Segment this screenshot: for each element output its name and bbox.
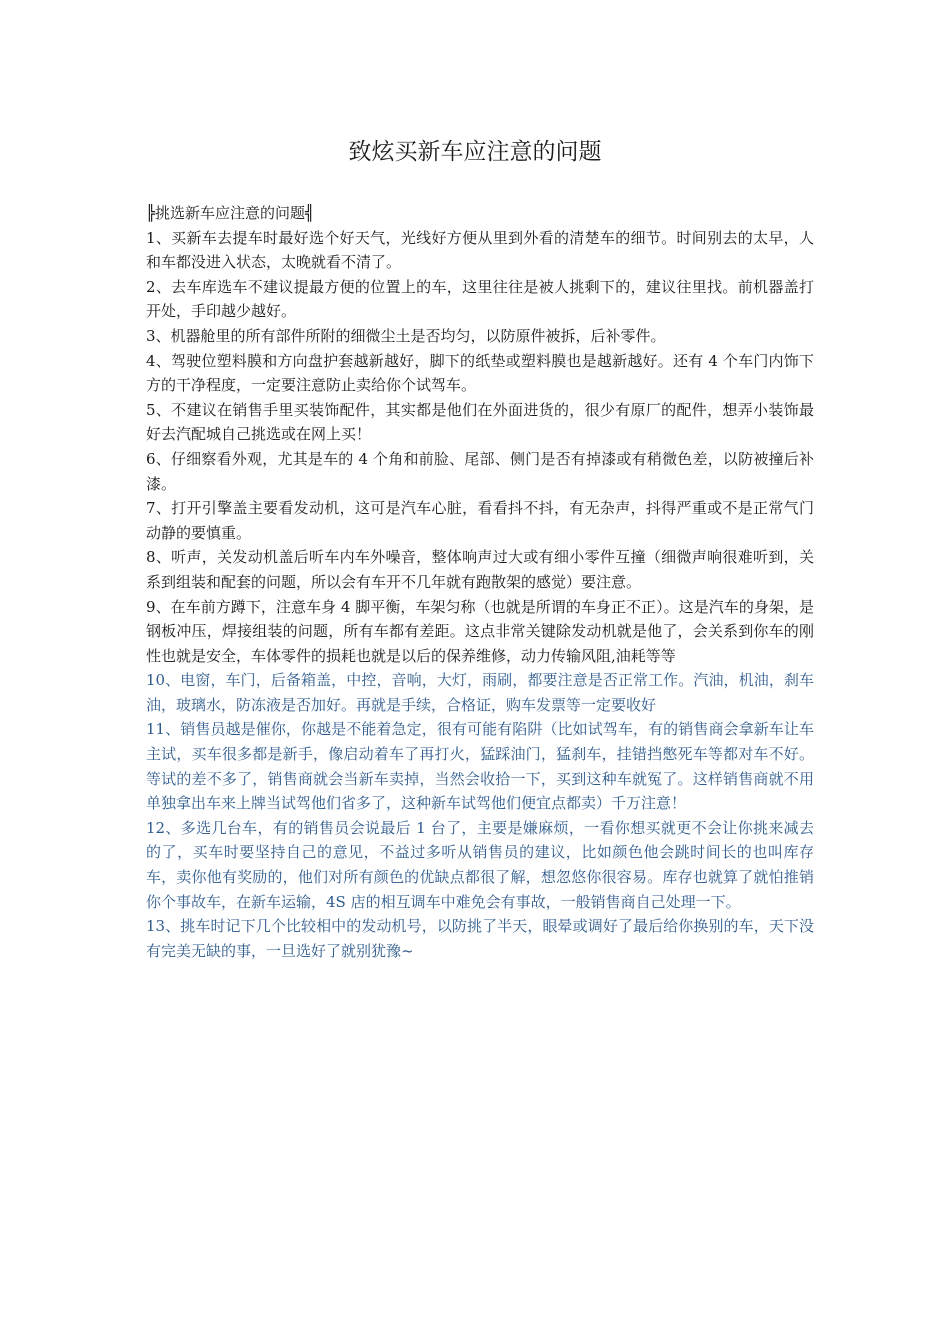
paragraph-12: 12、多选几台车，有的销售员会说最后 1 台了，主要是嫌麻烦，一看你想买就更不会让你挑来减去的了，买车时要坚持自己的意见，不益过多听从销售员的建议，比如颜色他会跳时间长的也叫库存车，卖你他有奖励的，他们对所有颜色的优缺点都很了解，想忽悠你很容易。库存也就算了就怕推销你个事故车，在新车运输，4S 店的相互调车中难免会有事故，一般销售商自己处理一下。 bbox=[146, 818, 814, 911]
paragraph-2: 2、去车库选车不建议提最方便的位置上的车，这里往往是被人挑剩下的，建议往里找。前机器盖打开处，手印越少越好。 bbox=[146, 277, 814, 321]
paragraph-1: 1、买新车去提车时最好选个好天气，光线好方便从里到外看的清楚车的细节。时间别去的太早，人和车都没进入状态，太晚就看不清了。 bbox=[146, 228, 814, 272]
page-title: 致炫买新车应注意的问题 bbox=[348, 139, 602, 165]
document-body bbox=[146, 201, 814, 963]
paragraph-11: 11、销售员越是催你，你越是不能着急定，很有可能有陷阱（比如试驾车，有的销售商会拿新车让车主试，买车很多都是新手，像启动着车了再打火，猛踩油门，猛刹车，挂错挡憋死车等都对车不好。等试的差不多了，销售商就会当新车卖掉，当然会收拾一下，买到这种车就冤了。这样销售商就不用单独拿出车来上牌当试驾他们省多了，这种新车试驾他们便宜点都卖）千万注意！ bbox=[146, 720, 814, 813]
paragraph-8: 8、听声，关发动机盖后听车内车外噪音，整体响声过大或有细小零件互撞（细微声响很难听到，关系到组装和配套的问题，所以会有车开不几年就有跑散架的感觉）要注意。 bbox=[146, 548, 814, 591]
paragraph-9: 9、在车前方蹲下，注意车身 4 脚平衡，车架匀称（也就是所谓的车身正不正）。这是汽车的身架，是钢板冲压，焊接组装的问题，所有车都有差距。这点非常关键除发动机就是他了，会关系到你车的刚性也就是安全，车体零件的损耗也就是以后的保养维修，动力传输风阻,油耗等等 bbox=[146, 597, 814, 665]
section-heading: ╠挑选新车应注意的问题╣ bbox=[146, 204, 315, 222]
paragraph-10: 10、电窗，车门，后备箱盖，中控，音响，大灯，雨刷，都要注意是否正常工作。汽油，机油，刹车油，玻璃水，防冻液是否加好。再就是手续，合格证，购车发票等一定要收好 bbox=[146, 671, 814, 714]
paragraph-3: 3、机器舱里的所有部件所附的细微尘土是否均匀，以防原件被拆，后补零件。 bbox=[146, 326, 666, 345]
paragraph-5: 5、不建议在销售手里买装饰配件，其实都是他们在外面进货的，很少有原厂的配件，想弄小装饰最好去汽配城自己挑选或在网上买！ bbox=[146, 400, 814, 444]
paragraph-7: 7、打开引擎盖主要看发动机，这可是汽车心脏，看看抖不抖，有无杂声，抖得严重或不是正常气门动静的要慎重。 bbox=[146, 499, 814, 542]
paragraph-4: 4、驾驶位塑料膜和方向盘护套越新越好，脚下的纸垫或塑料膜也是越新越好。还有 4 个车门内饰下方的干净程度，一定要注意防止卖给你个试驾车。 bbox=[146, 351, 814, 395]
paragraph-13: 13、挑车时记下几个比较相中的发动机号，以防挑了半天，眼晕或调好了最后给你换别的车，天下没有完美无缺的事，一旦选好了就别犹豫~ bbox=[146, 917, 814, 960]
paragraph-6: 6、仔细察看外观，尤其是车的 4 个角和前脸、尾部、侧门是否有掉漆或有稍微色差，以防被撞后补漆。 bbox=[146, 449, 814, 493]
